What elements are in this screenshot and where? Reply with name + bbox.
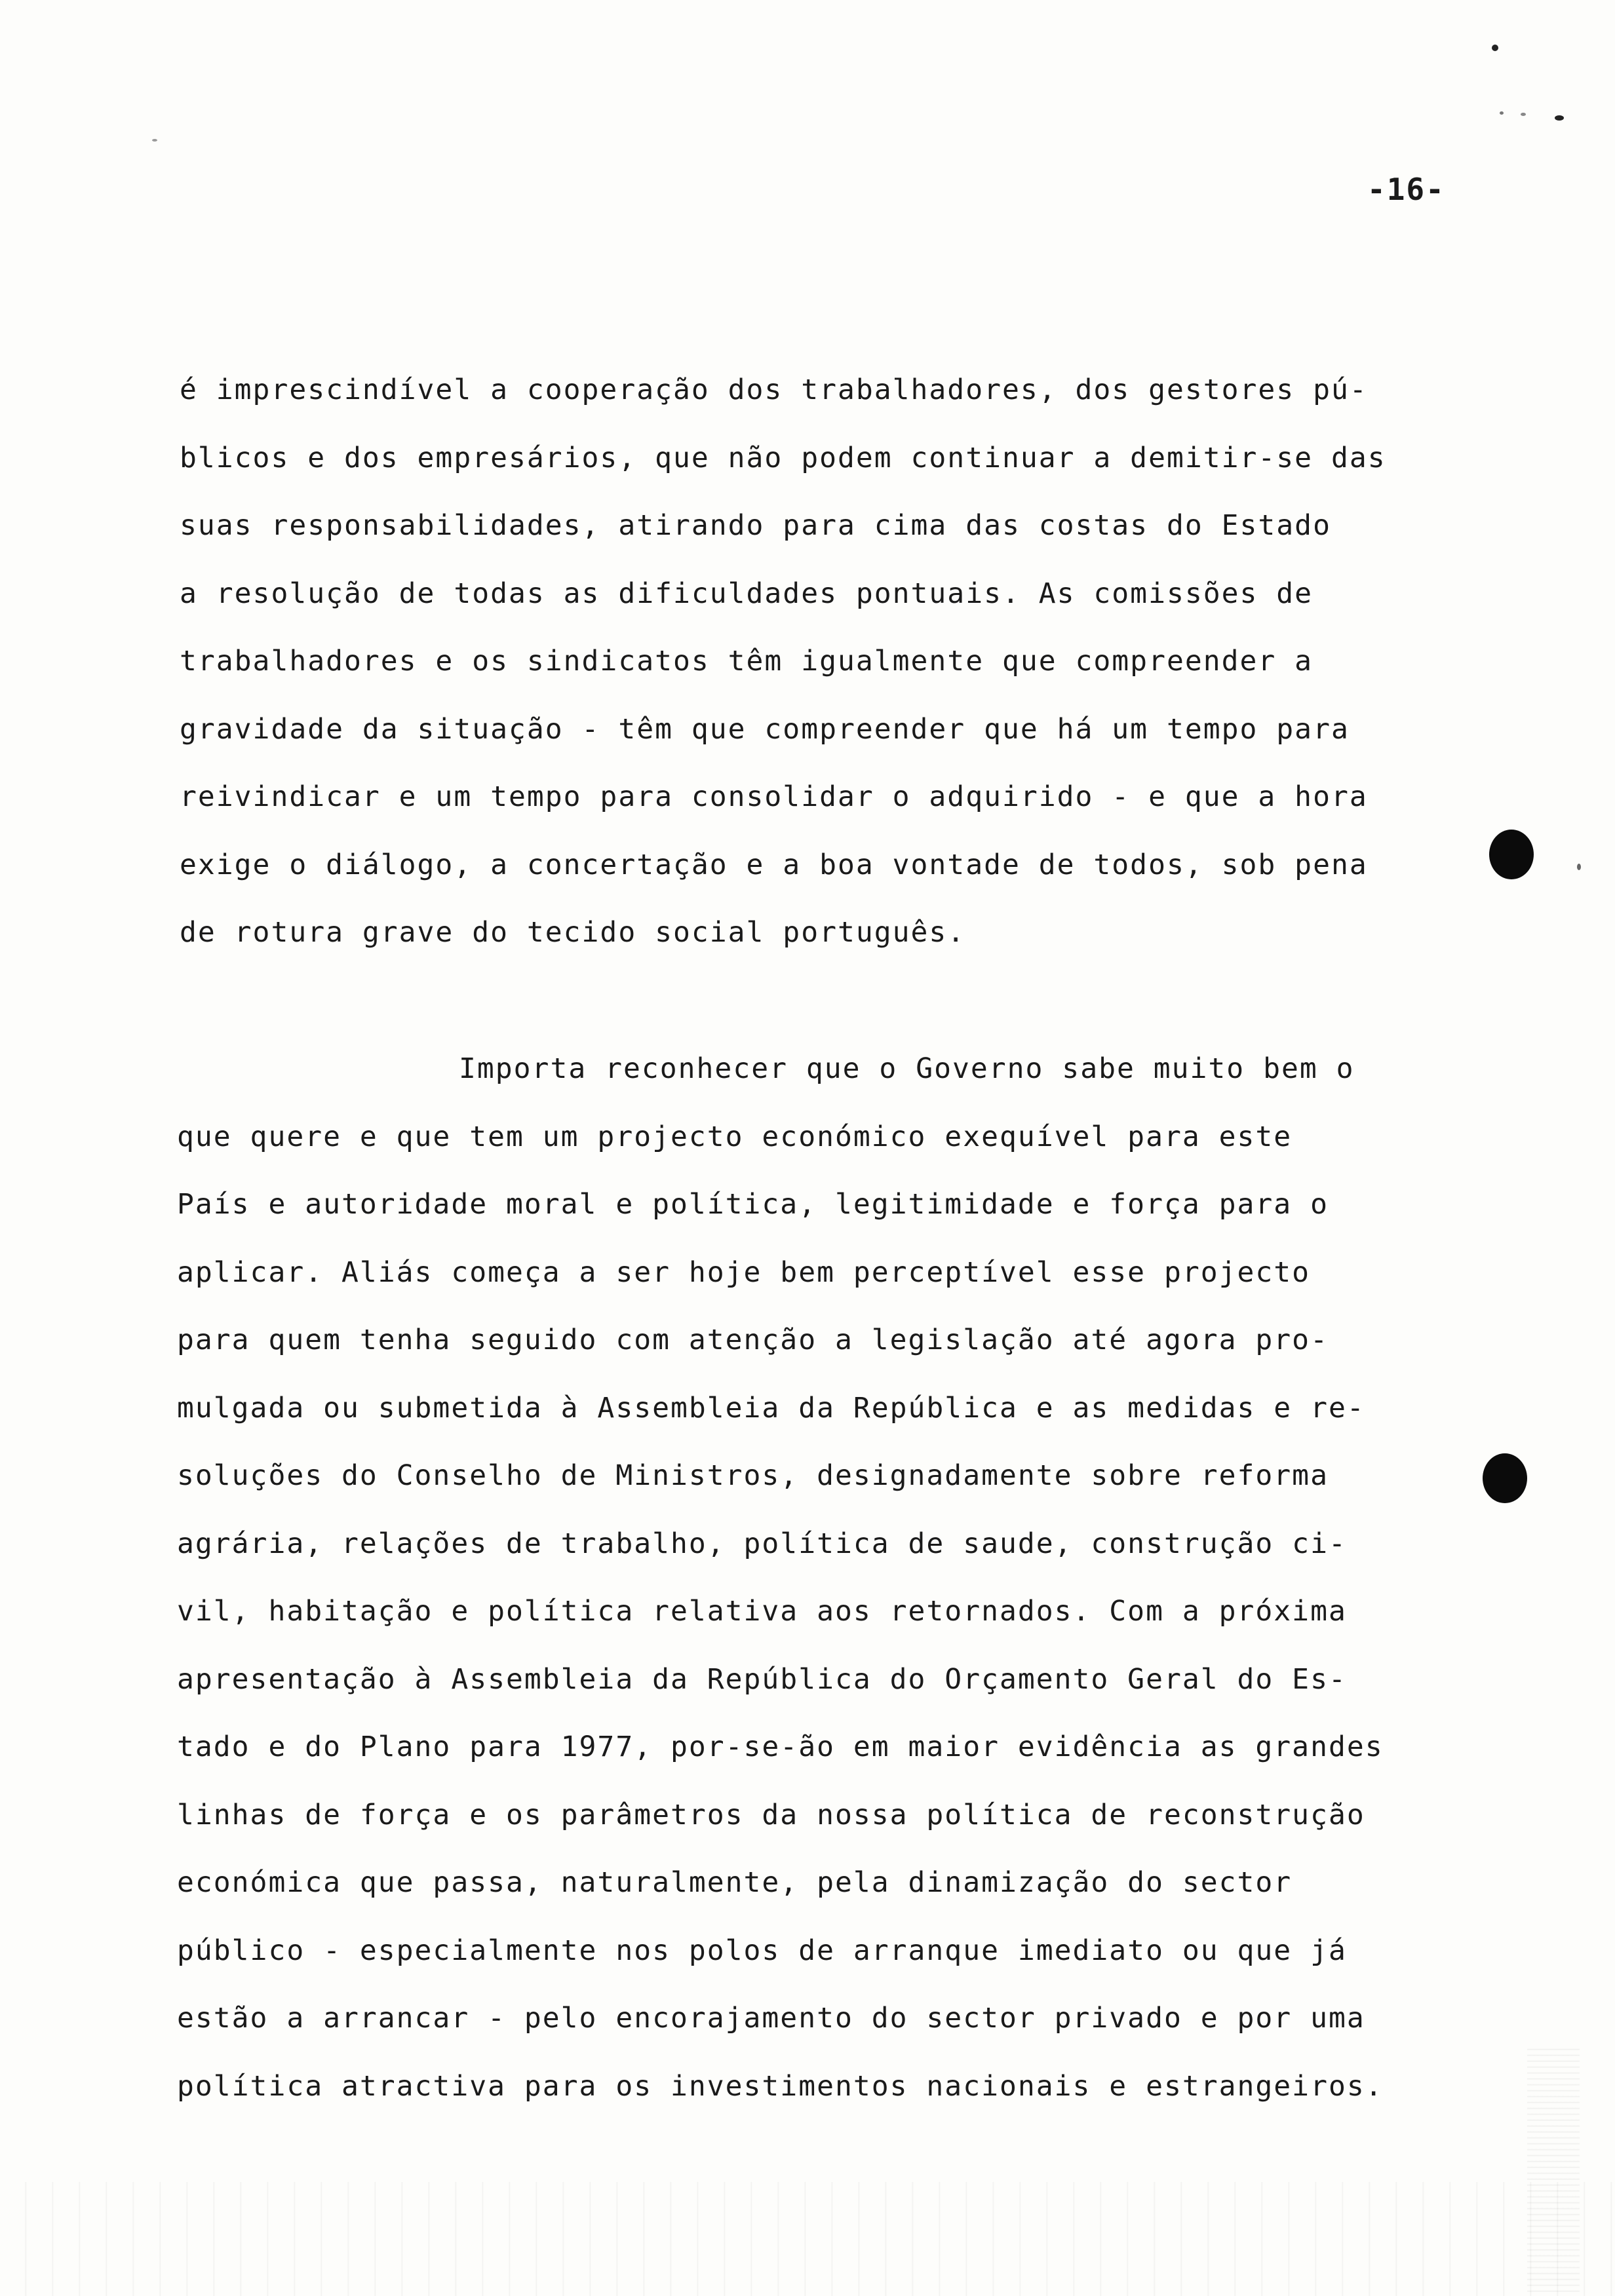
text-line: linhas de força e os parâmetros da nossa política de reconstrução [177, 1798, 1365, 1831]
text-line-indented: Importa reconhecer que o Governo sabe muito bem o [459, 1052, 1355, 1085]
page-number: -16- [1367, 172, 1445, 207]
text-line: público - especialmente nos polos de arranque imediato ou que já [177, 1934, 1347, 1967]
scan-speck [1577, 864, 1581, 870]
text-line: País e autoridade moral e política, legitimidade e força para o [177, 1188, 1329, 1221]
text-line: tado e do Plano para 1977, por-se-ão em maior evidência as grandes [177, 1731, 1384, 1763]
text-line: estão a arrancar - pelo encorajamento do sector privado e por uma [177, 2002, 1365, 2035]
text-line: agrária, relações de trabalho, política de saude, construção ci- [177, 1527, 1347, 1560]
text-line: política atractiva para os investimentos nacionais e estrangeiros. [177, 2069, 1384, 2103]
text-line: exige o diálogo, a concertação e a boa vontade de todos, sob pena [180, 848, 1368, 881]
text-line: económica que passa, naturalmente, pela dinamização do sector [177, 1866, 1293, 1899]
text-line: que quere e que tem um projecto económico exequível para este [177, 1120, 1293, 1153]
scan-speck [1521, 113, 1526, 116]
text-line: de rotura grave do tecido social português. [180, 916, 966, 949]
paragraph-2 [177, 1035, 1494, 2120]
text-line: blicos e dos empresários, que não podem continuar a demitir-se das [180, 441, 1386, 474]
scan-noise [0, 2182, 1615, 2296]
text-line: suas responsabilidades, atirando para cima das costas do Estado [180, 509, 1331, 542]
text-line: a resolução de todas as dificuldades pontuais. As comissões de [180, 577, 1313, 610]
text-line: vil, habitação e política relativa aos retornados. Com a próxima [177, 1595, 1347, 1628]
scan-speck [152, 139, 157, 142]
scan-speck [1492, 45, 1498, 51]
text-line: para quem tenha seguido com atenção a legislação até agora pro- [177, 1324, 1329, 1356]
text-line: é imprescindível a cooperação dos trabalhadores, dos gestores pú- [180, 373, 1368, 406]
text-line: mulgada ou submetida à Assembleia da República e as medidas e re- [177, 1391, 1365, 1425]
text-line: apresentação à Assembleia da República do Orçamento Geral do Es- [177, 1662, 1347, 1696]
scan-speck [1500, 111, 1504, 115]
text-line: reivindicar e um tempo para consolidar o adquirido - e que a hora [180, 780, 1368, 813]
scan-noise [1527, 2044, 1580, 2296]
text-line: gravidade da situação - têm que compreender que há um tempo para [180, 712, 1350, 746]
text-line: aplicar. Aliás começa a ser hoje bem perceptível esse projecto [177, 1255, 1311, 1289]
punch-hole [1483, 1453, 1527, 1503]
paragraph-1 [180, 356, 1490, 967]
text-line: soluções do Conselho de Ministros, designadamente sobre reforma [177, 1459, 1329, 1492]
text-line: trabalhadores e os sindicatos têm igualmente que compreender a [180, 645, 1313, 678]
scan-speck [1555, 115, 1564, 121]
punch-hole [1489, 830, 1534, 879]
